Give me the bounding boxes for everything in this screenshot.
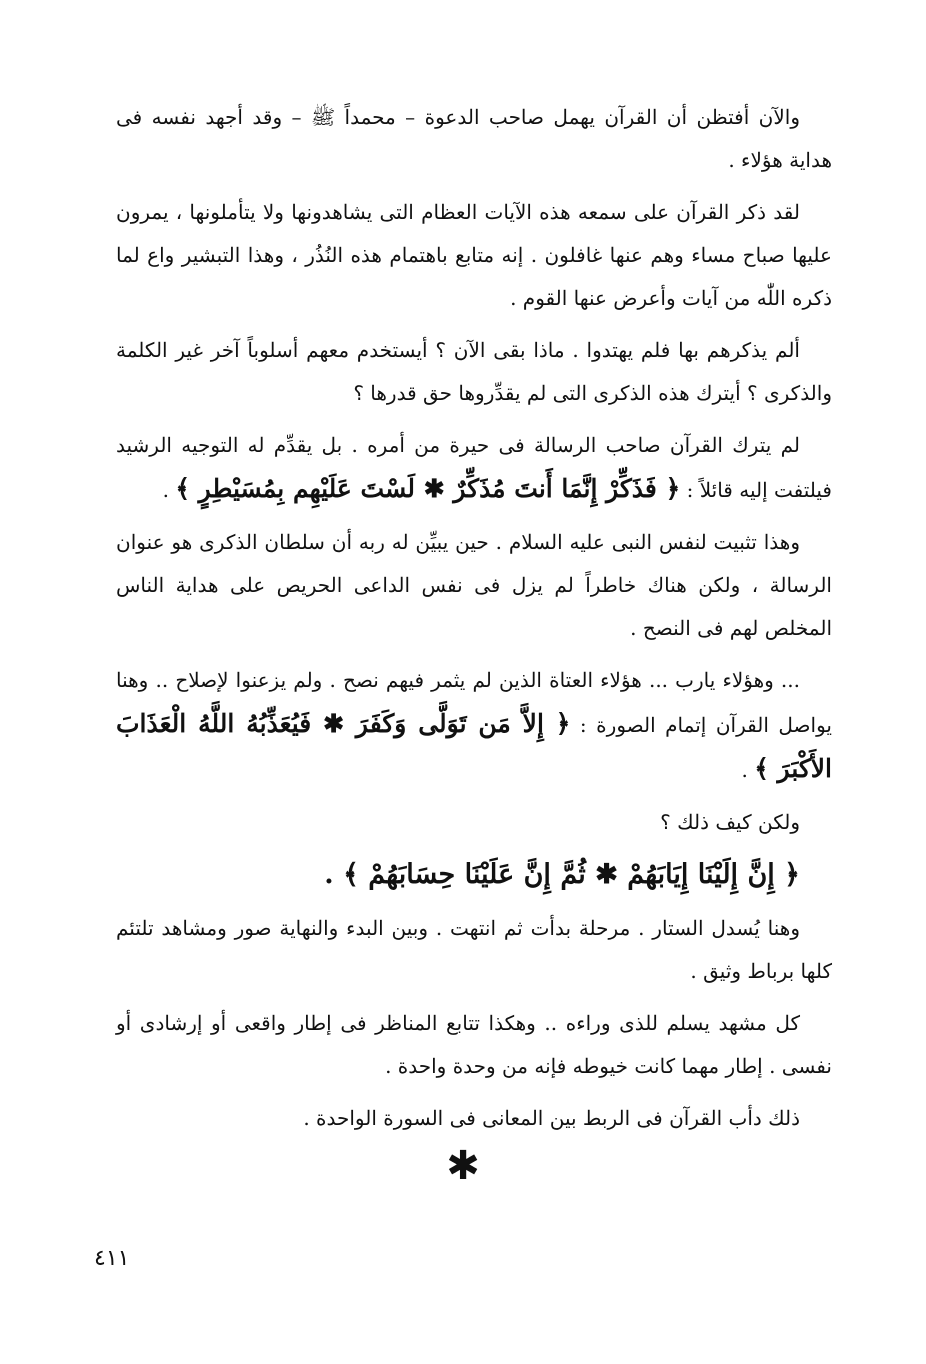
- paragraph: كل مشهد يسلم للذى وراءه .. وهكذا تتابع المناظر فى إطار واقعى أو إرشادى أو نفسى . إطار مهما كانت خيوطه فإنه من وحدة واحدة .: [116, 1011, 832, 1078]
- paragraph: لقد ذكر القرآن على سمعه هذه الآيات العظام التى يشاهدونها ولا يتأملونها ، يمرون عليها صباح مساء وهم عنها غافلون . إنه متابع باهتمام هذه النُذُر ، وهذا التبشير واع لما ذكره اللّٰه من آيات وأعرض عنها القوم .: [116, 200, 832, 310]
- paragraph: وهذا تثبيت لنفس النبى عليه السلام . حين يبيِّن له ربه أن سلطان الذكرى هو عنوان الرسالة ، ولكن هناك خاطراً لم يزل فى نفس الداعى الحريص على هداية الناس المخلص لهم فى النصح .: [116, 530, 832, 640]
- page-number: ٤١١: [94, 1246, 130, 1271]
- paragraph: وهنا يُسدل الستار . مرحلة بدأت ثم انتهت . وبين البدء والنهاية صور ومشاهد تلتئم كلها برباط وثيق .: [116, 916, 832, 983]
- paragraph-text: .: [162, 478, 176, 502]
- paragraph: ولكن كيف ذلك ؟: [660, 810, 800, 834]
- paragraph-text: لم يترك القرآن صاحب الرسالة فى حيرة من أمره . بل يقدِّم له التوجيه الرشيد فيلتفت إليه قائلاً :: [116, 433, 832, 502]
- paragraph-with-verse: [116, 659, 832, 792]
- quran-verse-line: ﴿ إِنَّ إِلَيْنَا إِيَابَهُمْ ✱ ثُمَّ إِنَّ عَلَيْنَا حِسَابَهُمْ ﴾ .: [324, 859, 800, 890]
- paragraph: ذلك دأب القرآن فى الربط بين المعانى فى السورة الواحدة .: [303, 1106, 800, 1130]
- paragraph-text: .: [741, 758, 755, 782]
- quran-verse: ﴿ فَذَكِّرْ إِنَّمَا أَنتَ مُذَكِّرٌ ✱ لَسْتَ عَلَيْهِم بِمُسَيْطِرٍ ﴾: [175, 474, 681, 503]
- paragraph: ألم يذكرهم بها فلم يهتدوا . ماذا بقى الآن ؟ أيستخدم معهم أسلوباً آخر غير الكلمة والذكرى ؟ أيترك هذه الذكرى التى لم يقدِّروها حق قدرها ؟: [116, 338, 832, 405]
- section-separator-star: ✱: [446, 1143, 480, 1189]
- paragraph-text: ... وهؤلاء يارب ... هؤلاء العتاة الذين لم يثمر فيهم نصح . ولم يزعنوا لإصلاح .. وهنا يواصل القرآن إتمام الصورة :: [116, 668, 832, 737]
- paragraph-with-verse: [116, 424, 832, 512]
- quran-verse: ﴿ إِلاَّ مَن تَوَلَّى وَكَفَرَ ✱ فَيُعَذِّبُهُ اللَّهُ الْعَذَابَ الأَكْبَرَ ﴾: [116, 709, 832, 783]
- body-text: [116, 96, 832, 1149]
- paragraph: والآن أفتظن أن القرآن يهمل صاحب الدعوة – محمداً ﷺ – وقد أجهد نفسه فى هداية هؤلاء .: [116, 105, 832, 172]
